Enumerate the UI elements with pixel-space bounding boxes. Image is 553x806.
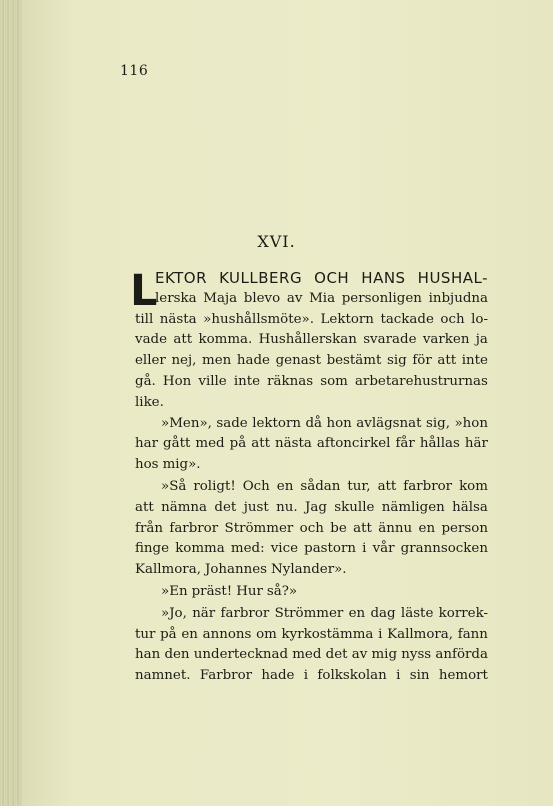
word: kom: [459, 478, 488, 494]
word: med:: [230, 541, 265, 557]
word: OCH: [314, 269, 350, 287]
word: så?»: [266, 583, 298, 599]
word: tur,: [347, 478, 371, 494]
word: då: [305, 415, 323, 431]
word: aftoncirkel: [316, 436, 391, 452]
word: och: [299, 520, 324, 536]
text-line: [135, 604, 488, 625]
word: EKTOR: [155, 269, 208, 287]
word: eller: [135, 353, 166, 369]
word: lerska: [155, 290, 197, 306]
word: att: [173, 332, 193, 348]
text-line: [135, 519, 488, 540]
word: varken: [422, 332, 470, 348]
word: mig».: [162, 457, 201, 473]
word: vice: [270, 541, 298, 557]
word: ja: [475, 332, 488, 348]
word: inte: [233, 373, 261, 389]
word: Jag: [304, 499, 327, 515]
text-line: [135, 582, 488, 603]
text-line: [135, 393, 488, 414]
word: Strömmer: [274, 605, 344, 621]
word: Johannes: [204, 562, 268, 578]
word: Och: [242, 478, 270, 494]
word: med: [195, 436, 225, 452]
word: vade: [135, 332, 168, 348]
word: Nylander».: [271, 562, 347, 578]
word: sade: [216, 415, 248, 431]
drop-cap: L: [130, 266, 158, 316]
paragraph: [135, 582, 488, 603]
word: det: [325, 647, 348, 663]
word: hälsa: [452, 499, 488, 515]
word: farbror: [220, 605, 270, 621]
word: till: [135, 311, 154, 327]
word: nämna: [161, 499, 208, 515]
word: i: [396, 668, 401, 684]
word: i: [303, 668, 309, 684]
word: den: [164, 647, 190, 663]
text-line: [135, 310, 488, 331]
word: annons: [202, 626, 252, 642]
word: »hushållsmöte».: [203, 311, 314, 327]
word: lo-: [471, 311, 488, 327]
word: Lektorn: [320, 311, 374, 327]
word: att: [251, 436, 270, 452]
word: från: [135, 520, 163, 536]
word: »Så: [161, 478, 187, 494]
word: att: [353, 520, 372, 536]
word: gått: [163, 436, 191, 452]
word: dag: [370, 605, 396, 621]
paragraph: [135, 414, 488, 476]
text-line: [135, 330, 488, 351]
word: like.: [135, 394, 164, 410]
word: fann: [457, 626, 488, 642]
word: präst!: [191, 583, 233, 599]
word: gå.: [135, 373, 156, 389]
word: personligen: [341, 290, 422, 306]
text-line: [135, 498, 488, 519]
word: hemort: [438, 668, 488, 684]
word: genast: [275, 353, 321, 369]
word: kyrkostämma: [281, 626, 374, 642]
text-line: [135, 666, 488, 687]
word: läste: [400, 605, 434, 621]
word: om: [256, 626, 277, 642]
chapter-heading: XVI.: [257, 232, 296, 251]
word: i: [362, 541, 367, 557]
word: ville: [198, 373, 227, 389]
word: pastorn: [304, 541, 357, 557]
word: Kallmora,: [135, 562, 201, 578]
word: just: [243, 499, 269, 515]
word: Strömmer: [224, 520, 294, 536]
word: tackade: [380, 311, 434, 327]
word: Hushållerskan: [258, 332, 357, 348]
word: här: [464, 436, 488, 452]
word: roligt!: [193, 478, 236, 494]
text-line: [135, 351, 488, 372]
word: »En: [161, 583, 188, 599]
text-line: [135, 434, 488, 455]
word: nästa: [159, 311, 197, 327]
word: arbetarehustrurnas: [354, 373, 488, 389]
word: nyss: [401, 647, 432, 663]
page-number: 116: [120, 63, 149, 79]
text-line: [135, 414, 488, 435]
text-line: [135, 625, 488, 646]
word: svarade: [363, 332, 417, 348]
word: av: [351, 647, 368, 663]
word: komma.: [198, 332, 253, 348]
word: farbror: [169, 520, 219, 536]
word: sin: [409, 668, 430, 684]
word: »hon: [454, 415, 488, 431]
word: HUSHAL-: [417, 269, 488, 287]
word: anförda: [435, 647, 488, 663]
word: grannsocken: [400, 541, 488, 557]
word: i: [378, 626, 383, 642]
word: en: [418, 520, 436, 536]
word: sig,: [426, 415, 450, 431]
word: hon: [326, 415, 352, 431]
text-line: [135, 477, 488, 498]
word: person: [441, 520, 488, 536]
text-line: [155, 268, 488, 289]
word: nämligen: [381, 499, 445, 515]
word: Farbror: [199, 668, 253, 684]
word: nej,: [171, 353, 197, 369]
word: hade: [261, 668, 295, 684]
word: bestämt: [326, 353, 382, 369]
word: han: [135, 647, 161, 663]
word: av: [286, 290, 303, 306]
word: Hon: [162, 373, 192, 389]
body-text: [130, 266, 488, 687]
text-line: [135, 539, 488, 560]
word: med: [292, 647, 322, 663]
first-paragraph: [130, 266, 488, 414]
word: att: [437, 353, 457, 369]
word: Hur: [236, 583, 263, 599]
word: tur: [135, 626, 156, 642]
word: har: [135, 436, 159, 452]
word: det: [214, 499, 237, 515]
word: men: [202, 353, 232, 369]
word: blevo: [243, 290, 281, 306]
text-line: [135, 372, 488, 393]
text-line: [135, 645, 488, 666]
word: HANS: [361, 269, 406, 287]
text-line: [135, 455, 488, 476]
word: får: [395, 436, 415, 452]
word: på: [229, 436, 247, 452]
word: skulle: [334, 499, 375, 515]
word: på: [160, 626, 177, 642]
word: att: [377, 478, 397, 494]
word: nu.: [276, 499, 298, 515]
word: räknas: [267, 373, 314, 389]
paragraph: [135, 477, 488, 581]
word: farbror: [403, 478, 453, 494]
word: när: [192, 605, 216, 621]
word: nästa: [275, 436, 312, 452]
word: att: [135, 499, 154, 515]
word: sådan: [300, 478, 341, 494]
word: inte: [461, 353, 488, 369]
word: KULLBERG: [219, 269, 303, 287]
word: hållas: [419, 436, 460, 452]
word: korrek-: [438, 605, 488, 621]
word: be: [330, 520, 347, 536]
word: Mia: [309, 290, 336, 306]
book-page-edges: [0, 0, 22, 806]
word: mig: [371, 647, 398, 663]
word: en: [276, 478, 294, 494]
word: komma: [175, 541, 225, 557]
text-line: [135, 560, 488, 581]
word: finge: [135, 541, 170, 557]
paragraph: [135, 604, 488, 687]
word: som: [320, 373, 348, 389]
word: avlägsnat: [356, 415, 422, 431]
word: för: [412, 353, 432, 369]
word: folkskolan: [317, 668, 387, 684]
word: hos: [135, 457, 159, 473]
word: Maja: [203, 290, 238, 306]
word: vår: [372, 541, 395, 557]
word: en: [348, 605, 366, 621]
word: undertecknad: [193, 647, 289, 663]
word: och: [440, 311, 465, 327]
word: lektorn: [252, 415, 301, 431]
text-line: [155, 289, 488, 310]
word: inbjudna: [428, 290, 488, 306]
word: »Jo,: [161, 605, 187, 621]
word: »Men»,: [161, 415, 212, 431]
word: hade: [236, 353, 270, 369]
word: namnet.: [135, 668, 191, 684]
word: en: [181, 626, 198, 642]
word: sig: [386, 353, 407, 369]
word: ännu: [378, 520, 413, 536]
word: Kallmora,: [387, 626, 454, 642]
